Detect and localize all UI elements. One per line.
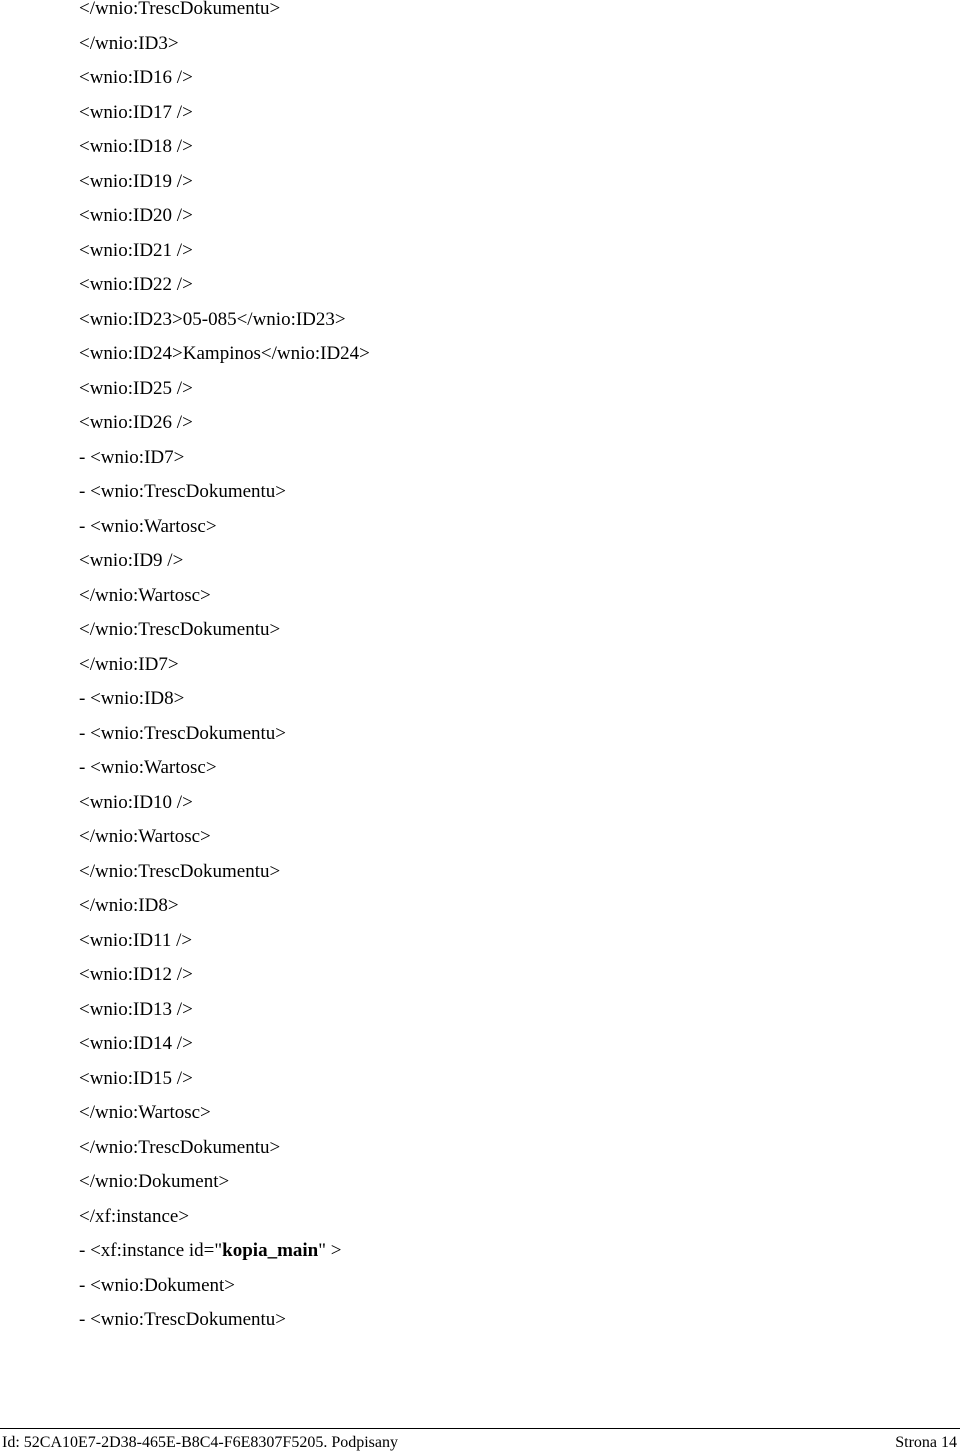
xml-line: - <wnio:Wartosc> [79,757,217,778]
instance-suffix: " > [318,1240,342,1261]
xml-line: <wnio:ID18 /> [79,136,193,157]
xml-line: <wnio:ID22 /> [79,274,193,295]
xml-line: </wnio:ID7> [79,653,179,675]
xml-listing [79,0,370,1338]
xml-line: <wnio:ID16 /> [79,67,193,88]
xml-line: <wnio:ID20 /> [79,205,193,226]
xml-line: - <wnio:Wartosc> [79,515,217,537]
xml-line: - <wnio:TrescDokumentu> [79,722,287,744]
xml-line-instance [79,1234,370,1269]
xml-line: </wnio:TrescDokumentu> [79,860,281,882]
xml-line: <wnio:ID23>05-085</wnio:ID23> [79,308,346,330]
xml-line: <wnio:ID15 /> [79,1067,193,1089]
xml-line: <wnio:ID11 /> [79,929,193,951]
page-footer [0,1428,960,1454]
xml-line: - <wnio:Dokument> [79,1274,235,1296]
xml-line: <wnio:ID26 /> [79,412,193,433]
xml-line: <wnio:ID21 /> [79,239,193,261]
xml-line: </wnio:Dokument> [79,1171,230,1192]
xml-line: </wnio:Wartosc> [79,1102,211,1123]
xml-line: <wnio:ID19 /> [79,170,193,192]
xml-line: <wnio:ID9 /> [79,550,184,571]
xml-line: </wnio:Wartosc> [79,826,211,847]
xml-line: <wnio:ID12 /> [79,964,193,985]
xml-line: </wnio:ID8> [79,895,179,916]
xml-line: </xf:instance> [79,1205,190,1227]
xml-line: <wnio:ID10 /> [79,791,193,813]
document-id-signature: Id: 52CA10E7-2D38-465E-B8C4-F6E8307F5205. Podpisany [2,1434,398,1451]
page-number: Strona 14 [895,1434,957,1451]
xml-line: <wnio:ID13 /> [79,998,193,1020]
xml-line: </wnio:TrescDokumentu> [79,619,281,640]
xml-line: - <wnio:ID8> [79,688,185,709]
xml-line: <wnio:ID14 /> [79,1033,193,1054]
xml-line: </wnio:Wartosc> [79,584,211,606]
xml-line: - <wnio:TrescDokumentu> [79,1309,287,1330]
xml-line: - <wnio:TrescDokumentu> [79,481,287,502]
xml-line: <wnio:ID25 /> [79,377,193,399]
xml-line: </wnio:ID3> [79,32,179,54]
xml-line: - <wnio:ID7> [79,446,185,468]
xml-line: <wnio:ID24>Kampinos</wnio:ID24> [79,343,370,364]
xml-line: <wnio:ID17 /> [79,101,193,123]
instance-id-value: kopia_main [222,1240,319,1261]
instance-prefix: - <xf:instance id=" [79,1240,223,1261]
xml-line: </wnio:TrescDokumentu> [79,1136,281,1158]
xml-line: </wnio:TrescDokumentu> [79,0,281,19]
